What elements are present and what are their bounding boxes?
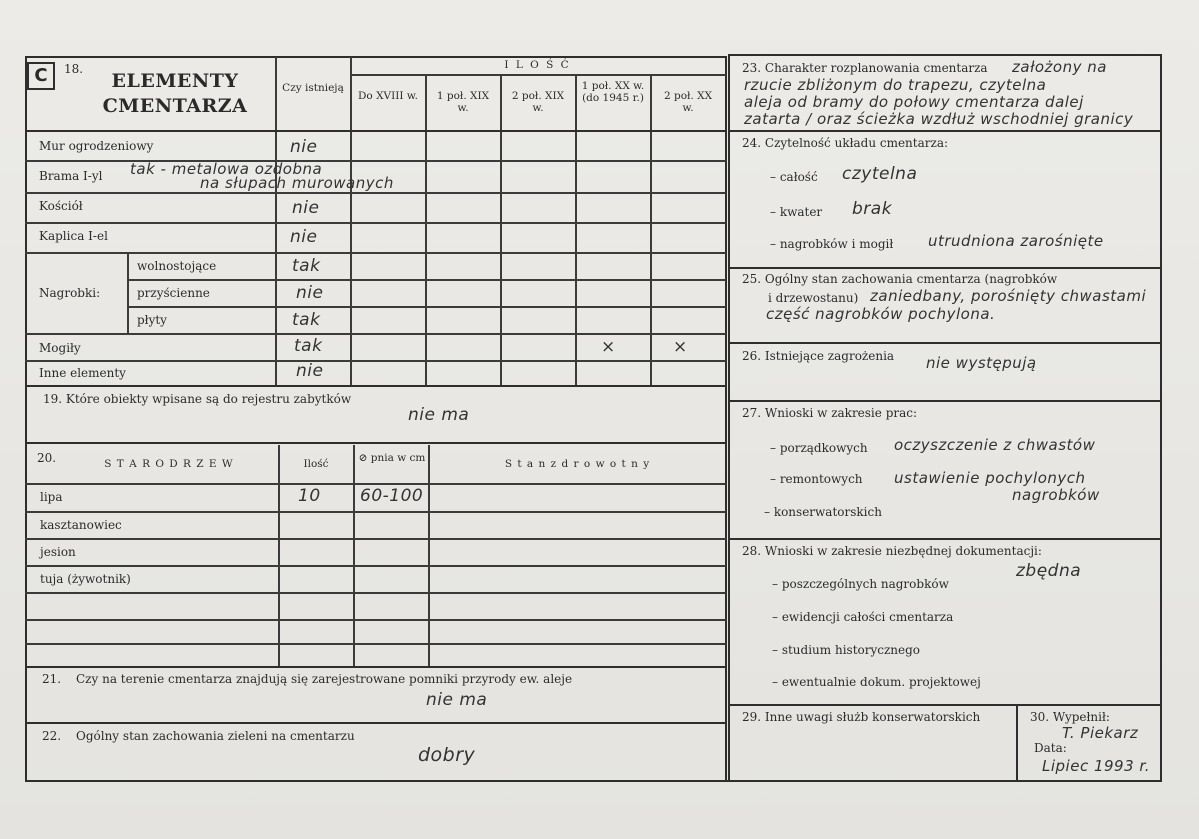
q23-answer-2: rzucie zbliżonym do trapezu, czytelna: [744, 76, 1047, 94]
row-label-wolnostojace: wolnostojące: [137, 259, 217, 273]
section-number: 18.: [64, 62, 84, 76]
q21-number: 21.: [42, 672, 62, 686]
answer-przyscienne: nie: [296, 283, 324, 303]
frame-line: [725, 56, 727, 781]
grid-line: [278, 445, 280, 666]
frame-line: [728, 54, 1162, 56]
answer-kosciol: nie: [292, 198, 320, 218]
col-20a: 1 poł. XX w. (do 1945 r.): [581, 80, 645, 105]
q27-porzadkowych-answer: oczyszczenie z chwastów: [894, 436, 1096, 454]
q28-item-1: – poszczególnych nagrobków: [772, 577, 949, 591]
row-label-nagrobki: Nagrobki:: [39, 286, 101, 300]
grid-line: [25, 130, 726, 132]
answer-mur: nie: [290, 137, 318, 157]
grid-line: [25, 722, 726, 724]
tree-trunk-0: 60-100: [360, 486, 424, 506]
grid-line: [353, 445, 355, 666]
q22-label: Ogólny stan zachowania zieleni na cmentarzu: [76, 729, 355, 743]
section-letter-box: C: [27, 62, 55, 90]
answer-brama-2: na słupach murowanych: [200, 174, 394, 192]
q24-label: 24. Czytelność układu cmentarza:: [742, 136, 949, 150]
row-label-plyty: płyty: [137, 313, 167, 327]
grid-line: [728, 267, 1162, 269]
q28-answer: zbędna: [1016, 561, 1082, 581]
q19-label: 19. Które obiekty wpisane są do rejestru zabytków: [43, 392, 352, 406]
q20-header-name: S T A R O D R Z E W: [104, 458, 234, 470]
grid-line: [25, 643, 726, 645]
q26-answer: nie występują: [926, 354, 1037, 372]
frame-line: [1160, 54, 1162, 781]
grid-line: [428, 445, 430, 666]
answer-kaplica: nie: [290, 227, 318, 247]
q22-number: 22.: [42, 729, 62, 743]
col-ilosc: I L O Ś Ć: [504, 59, 571, 71]
grid-line: [25, 619, 726, 621]
grid-line: [25, 483, 726, 485]
answer-mogily: tak: [294, 336, 323, 356]
grid-line: [500, 74, 502, 385]
grid-line: [1016, 704, 1018, 781]
tree-name-3: tuja (żywotnik): [40, 572, 131, 586]
q24-calosc-answer: czytelna: [842, 164, 918, 184]
tree-name-1: kasztanowiec: [40, 518, 122, 532]
q27-porzadkowych: – porządkowych: [770, 441, 868, 455]
q20-number: 20.: [37, 451, 57, 465]
grid-line: [728, 130, 1162, 132]
q20-header-pnia: ⊘ pnia w cm: [358, 452, 426, 464]
q30-date-label: Data:: [1034, 741, 1067, 755]
col-19b: 2 poł. XIX w.: [511, 90, 565, 115]
frame-line: [25, 780, 1162, 782]
tree-count-0: 10: [298, 486, 321, 506]
grid-line: [728, 538, 1162, 540]
grid-line: [25, 666, 726, 668]
row-label-brama: Brama I-yl: [39, 169, 103, 183]
q30-date: Lipiec 1993 r.: [1042, 757, 1150, 775]
q27-konserwatorskich: – konserwatorskich: [764, 505, 882, 519]
grid-line: [25, 442, 726, 444]
q24-kwater: – kwater: [770, 205, 823, 219]
q29-label: 29. Inne uwagi służb konserwatorskich: [742, 710, 981, 724]
grid-line: [25, 592, 726, 594]
col-do18: Do XVIII w.: [358, 90, 418, 102]
grid-line: [25, 511, 726, 513]
grid-line: [25, 360, 726, 362]
q27-remontowych-answer-2: nagrobków: [1012, 486, 1100, 504]
q27-remontowych: – remontowych: [770, 472, 863, 486]
q25-label-1: 25. Ogólny stan zachowania cmentarza (nagrobków: [742, 272, 1058, 286]
grid-line: [127, 279, 726, 281]
col-19a: 1 poł. XIX w.: [436, 90, 490, 115]
grid-line: [25, 538, 726, 540]
q28-item-2: – ewidencji całości cmentarza: [772, 610, 954, 624]
tree-name-0: lipa: [40, 490, 63, 504]
grid-line: [650, 74, 652, 385]
grid-line: [25, 565, 726, 567]
answer-inne: nie: [296, 361, 324, 381]
q30-label: 30. Wypełnił:: [1030, 710, 1110, 724]
grid-line: [575, 74, 577, 385]
row-label-inne: Inne elementy: [39, 366, 126, 380]
grid-line: [728, 704, 1162, 706]
grid-line: [25, 385, 726, 387]
q25-answer-1: zaniedbany, porośnięty chwastami: [870, 287, 1147, 305]
row-label-mogily: Mogiły: [39, 341, 81, 355]
row-label-przyscienne: przyścienne: [137, 286, 210, 300]
q30-name: T. Piekarz: [1062, 724, 1139, 742]
answer-wolnostojace: tak: [292, 256, 321, 276]
col-20b: 2 poł. XX w.: [663, 90, 713, 115]
q23-answer-3: aleja od bramy do połowy cmentarza dalej: [744, 93, 1084, 111]
row-label-kosciol: Kościół: [39, 199, 83, 213]
q21-label: Czy na terenie cmentarza znajdują się zarejestrowane pomniki przyrody ew. aleje: [76, 672, 573, 686]
q24-nagrobkow-answer: utrudniona zarośnięte: [928, 232, 1104, 250]
grid-line: [25, 192, 726, 194]
grid-line: [25, 252, 726, 254]
q28-item-3: – studium historycznego: [772, 643, 921, 657]
mark-mogily-20b: ×: [673, 337, 688, 357]
grid-line: [25, 222, 726, 224]
q24-calosc: – całość: [770, 170, 818, 184]
grid-line: [275, 57, 277, 385]
q24-kwater-answer: brak: [852, 199, 893, 219]
q27-label: 27. Wnioski w zakresie prac:: [742, 406, 918, 420]
mark-mogily-20a: ×: [601, 337, 616, 357]
q19-answer: nie ma: [408, 405, 470, 425]
grid-line: [728, 342, 1162, 344]
answer-brama: tak - metalowa ozdobna: [130, 160, 323, 178]
frame-line: [25, 56, 27, 781]
grid-line: [25, 333, 726, 335]
q28-label: 28. Wnioski w zakresie niezbędnej dokumentacji:: [742, 544, 1042, 558]
q26-label: 26. Istniejące zagrożenia: [742, 349, 895, 363]
grid-line: [425, 74, 427, 385]
frame-line: [25, 56, 726, 58]
q21-answer: nie ma: [426, 690, 488, 710]
q20-header-stan: S t a n z d r o w o t n y: [504, 458, 651, 470]
q23-answer-4: zatarta / oraz ścieżka wzdłuż wschodniej granicy: [744, 110, 1134, 128]
q28-item-4: – ewentualnie dokum. projektowej: [772, 675, 981, 689]
q25-answer-2: część nagrobków pochylona.: [766, 305, 996, 323]
q24-nagrobkow: – nagrobków i mogił: [770, 237, 894, 251]
q27-remontowych-answer-1: ustawienie pochylonych: [894, 469, 1086, 487]
grid-line: [350, 57, 352, 385]
frame-line: [728, 54, 730, 781]
answer-plyty: tak: [292, 310, 321, 330]
row-label-mur: Mur ogrodzeniowy: [39, 139, 154, 153]
section-title-line1: ELEMENTY: [111, 70, 239, 92]
q23-label: 23. Charakter rozplanowania cmentarza: [742, 61, 988, 75]
section-title-line2: CMENTARZA: [102, 95, 248, 117]
col-czy-istnieja: Czy istnieją: [282, 82, 344, 94]
q23-answer-1: założony na: [1012, 58, 1107, 76]
q25-label-2: i drzewostanu): [768, 291, 859, 305]
grid-line: [127, 306, 726, 308]
grid-line: [728, 400, 1162, 402]
q22-answer: dobry: [418, 744, 476, 766]
tree-name-2: jesion: [40, 545, 76, 559]
grid-line: [127, 252, 129, 333]
row-label-kaplica: Kaplica I-el: [39, 229, 108, 243]
q20-header-ilosc: Ilość: [303, 458, 329, 470]
grid-line: [350, 74, 726, 76]
